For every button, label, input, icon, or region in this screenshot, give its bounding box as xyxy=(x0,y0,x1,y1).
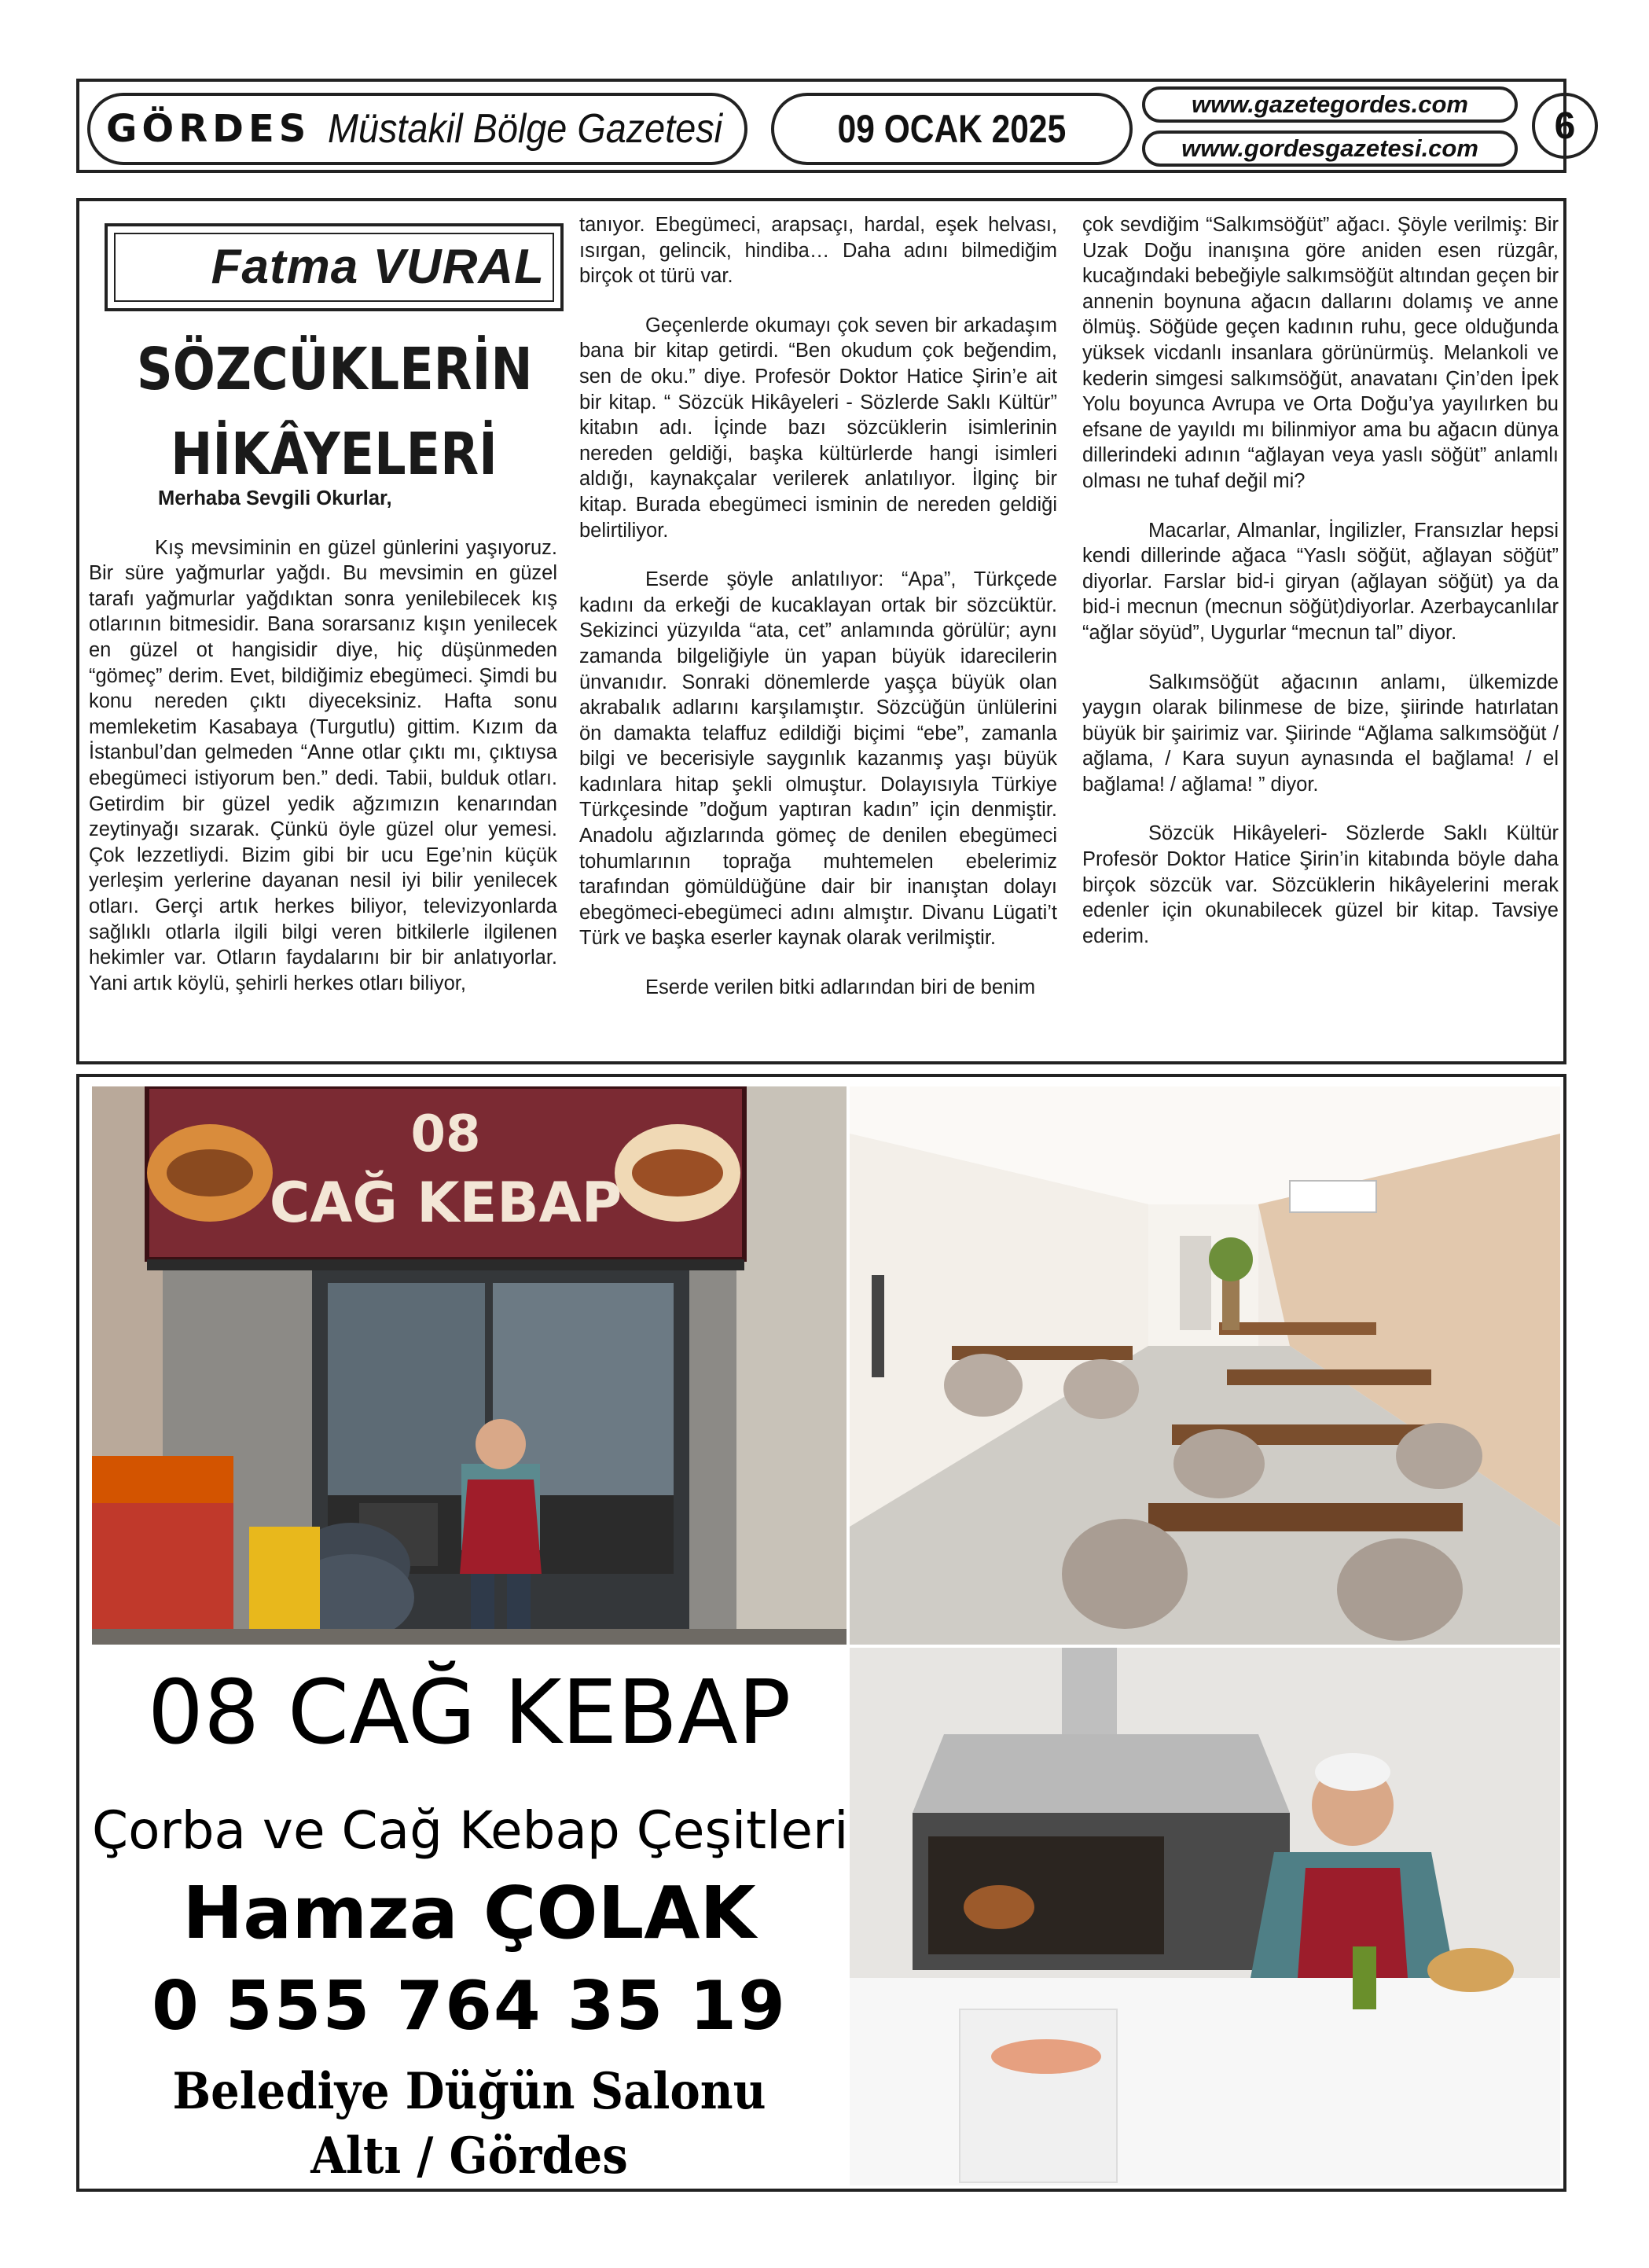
article-paragraph: Sözcük Hikâyeleri- Sözlerde Saklı Kültür Profesör Doktor Hatice Şirin’in kitabında böyle daha birçok sözcük var. Sözcüklerin hikâyelerini merak edenler için okunabilecek güzel bir kitap. Tavsiye ederim. xyxy=(1082,822,1559,947)
issue-date-box xyxy=(771,93,1133,165)
dining-room-photo xyxy=(850,1086,1560,1645)
article-greeting: Merhaba Sevgili Okurlar, xyxy=(158,487,392,509)
grill-counter-photo xyxy=(850,1648,1560,2185)
article-column-2 xyxy=(579,212,1057,1024)
ad-text-block xyxy=(92,1651,847,2185)
author-box xyxy=(105,223,564,311)
storefront-photo xyxy=(92,1086,847,1645)
article-title xyxy=(137,327,531,497)
newspaper-subtitle: Müstakil Bölge Gazetesi xyxy=(328,106,723,152)
owner-name: Hamza ÇOLAK xyxy=(182,1871,756,1955)
article-column-3 xyxy=(1082,212,1559,972)
article-paragraph: tanıyor. Ebegümeci, arapsaçı, hardal, eşek helvası, ısırgan, gelincik, hindiba… Daha adını bilmediğim birçok ot türü var. xyxy=(579,214,1057,288)
article xyxy=(76,198,1566,1064)
advertisement xyxy=(76,1074,1566,2192)
article-paragraph: Salkımsöğüt ağacının anlamı, ülkemizde yaygın olarak bilinmese de bize, şiirinde hatırlatan büyük bir şairimiz var. Şiirinde “Ağlama salkımsöğüt / ağlama, / Kara suyun aynasında el bağlama! / el bağlama! / ağlama! ” diyor. xyxy=(1082,671,1559,796)
newspaper-name xyxy=(87,93,747,165)
article-title-line-1: SÖZCÜKLERİN xyxy=(136,336,533,403)
newspaper-brand: GÖRDES xyxy=(106,107,311,151)
website-link-2[interactable]: www.gordesgazetesi.com xyxy=(1142,130,1518,167)
issue-date: 09 OCAK 2025 xyxy=(837,107,1067,151)
website-link-1[interactable]: www.gazetegordes.com xyxy=(1142,86,1518,123)
masthead xyxy=(76,79,1576,173)
article-paragraph: Eserde verilen bitki adlarından biri de benim xyxy=(645,976,1036,999)
sign-number: 08 xyxy=(410,1105,481,1163)
phone-number[interactable]: 0 555 764 35 19 xyxy=(152,1967,787,2046)
business-subtitle: Çorba ve Cağ Kebap Çeşitleri xyxy=(92,1800,849,1861)
article-paragraph: Kış mevsiminin en güzel günlerini yaşıyoruz. Bir süre yağmurlar yağdı. Bu mevsimin en güzel tarafı yağmurlar yağdıktan sonra yenilebilecek kış otlarının bitmesidir. Bana sorarsanız kışın yenilecek en güzel ot hangisidir diye, hiç düşünmeden “gömeç” derim. Evet, bildiğimiz ebegümeci. Şimdi bu konu nereden çıktı diyeceksiniz. Hafta sonu memleketim Kasabaya (Turgutlu) gittim. Kızım da İstanbul’dan gelmeden “Anne otlar çıktı mı, çıktıysa ebegümeci istiyorum ben.” dedi. Tabii, bulduk otları. Getirdim bir güzel yedik ağzımızın kenarından zeytinyağı sızarak. Çünkü öyle güzel olur yemesi. Çok lezzetliydi. Bizim gibi bir ucu Ege’nin küçük yerleşim yerlerine dayanan nesil iyi bilir yenilecek otları. Gerçi artık herkes biliyor, televizyonlarda sağlıklı otlarla ilgili bilgi veren bitkilerle ilgilenen hekimler var. Otların faydalarını bir bir anlatıyorlar. Yani artık köylü, şehirli herkes otları biliyor, xyxy=(89,536,557,994)
article-paragraph: Geçenlerde okumayı çok seven bir arkadaşım bana bir kitap getirdi. “Ben okudum çok beğendim, sen de oku.” diye. Profesör Doktor Hatice Şirin’e ait bir kitap. “ Sözcük Hikâyeleri - Sözlerde Saklı Kültür” kitabın adı. İçinde bazı sözcüklerin isimlerinin nereden geldiği, başka kültürlerde hangi isimleri aldığı, kaynakçalar verilerek anlatılıyor. İlginç bir kitap. Burada ebegümeci isminin de nereden geldiği belirtiliyor. xyxy=(579,314,1057,542)
article-paragraph: çok sevdiğim “Salkımsöğüt” ağacı. Şöyle verilmiş: Bir Uzak Doğu inanışına göre aniden esen rüzgâr, kucağındaki bebeğiyle salkımsöğüt altından geçen bir annenin boynuna ağacın dallarını dolamış ve anne ölmüş. Söğüde geçen kadının ruhu, gece olduğunda yüksek vicdanlı insanlara görünürmüş. Melankoli ve kederin simgesi salkımsöğüt, anavatanı Çin’den İpek Yolu boyunca Avrupa ve Orta Doğu’ya yayılırken bu efsane de yayıldı mı bilinmiyor ama bu ağacın dünya dillerindeki adının “ağlayan veya yaslı söğüt” anlamlı olması ne tuhaf değil mi? xyxy=(1082,214,1559,492)
sign-name: CAĞ KEBAP xyxy=(269,1171,623,1235)
article-title-line-2: HİKÂYELERİ xyxy=(171,421,498,488)
page-number: 6 xyxy=(1532,93,1598,159)
business-address: Belediye Düğün Salonu Altı / Gördes xyxy=(172,2062,766,2185)
business-name: 08 CAĞ KEBAP xyxy=(147,1662,791,1764)
author-name: Fatma VURAL xyxy=(211,239,545,294)
article-paragraph: Eserde şöyle anlatılıyor: “Apa”, Türkçede kadını da erkeği de kucaklayan ortak bir sözcüktür. Sekizinci yüzyılda “ata, cet” anlamında görülür; aynı zamanda bilgeliğiyle ün yapan büyük idarecilerin ünvanıdır. Sonraki dönemlerde yaşça büyük olan akrabalık adlarını karşılamıştır. Sözcüğün ünlülerini ön damakta telaffuz edildiği biçimi “ebe”, zamanla bilgi ve becerisiyle saygınlık kazanmış yaşı büyük kadınlara hitap şekli olmuştur. Dolayısıyla Türkiye Türkçesinde ”doğum yaptıran kadın” için denmiştir. Anadolu ağızlarında gömeç de denilen ebegümeci tohumlarının toprağa muhtemelen ebelerimiz tarafından gömüldüğüne dair bir inanıştan dolayı ebegömeci-ebegümeci adını almıştır. Divanu Lügati’t Türk ve başka eserler kaynak olarak verilmiştir. xyxy=(579,568,1057,950)
article-paragraph: Macarlar, Almanlar, İngilizler, Fransızlar hepsi kendi dillerinde ağaca “Yaslı söğüt, ağlayan söğüt” diyorlar. Farslar bid-i giryan (ağlayan söğüt) ya da bid-i mecnun (mecnun söğüt)diyorlar. Azerbaycanlılar “ağlar söyüd”, Uygurlar “mecnun tal” diyor. xyxy=(1082,519,1559,644)
